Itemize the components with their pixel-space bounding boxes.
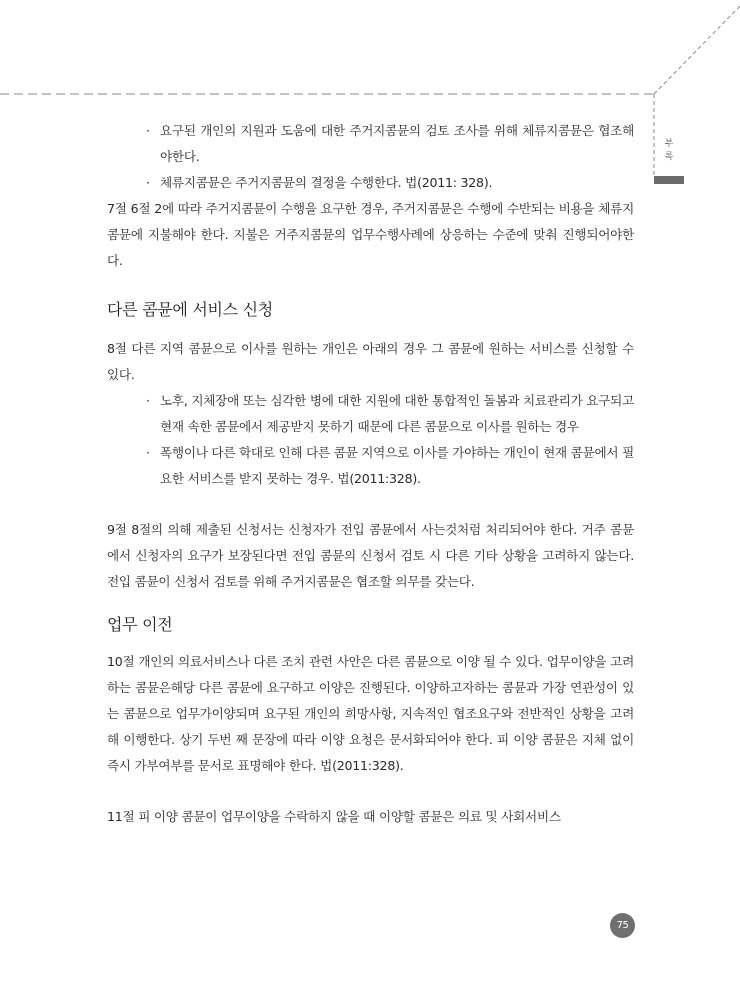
side-tab-label-1: 부 <box>664 139 674 149</box>
page-content <box>107 118 634 830</box>
bullet-mark: · <box>146 445 150 460</box>
bullet-item <box>107 440 634 492</box>
bullet-item <box>107 170 634 196</box>
bullet-item <box>107 118 634 170</box>
bullet-mark: · <box>146 123 150 138</box>
appendix-side-tab <box>659 138 679 164</box>
page-number-badge: 75 <box>610 913 635 938</box>
bullet-item <box>107 388 634 440</box>
bullet-mark: · <box>146 393 150 408</box>
bullet-text: 요구된 개인의 지원과 도움에 대한 주거지콤뮨의 검토 조사를 위해 체류지콤뮨은 협조해야한다. <box>160 123 634 164</box>
paragraph-11: 11절 피 이양 콤뮨이 업무이양을 수락하지 않을 때 이양할 콤뮨은 의료 및 사회서비스 <box>107 809 561 824</box>
bullet-text: 폭행이나 다른 학대로 인해 다른 콤뮨 지역으로 이사를 가야하는 개인이 현재 콤뮨에서 필요한 서비스를 받지 못하는 경우. 법(2011:328). <box>160 445 634 486</box>
section-heading-service-request: 다른 콤뮨에 서비스 신청 <box>107 300 273 319</box>
bullet-text: 체류지콤뮨은 주거지콤뮨의 결정을 수행한다. 법(2011: 328). <box>160 175 493 190</box>
paragraph-7: 7절 6절 2에 따라 주거지콤뮨이 수행을 요구한 경우, 주거지콤뮨은 수행에 수반되는 비용을 체류지콤뮨에 지불해야 한다. 지불은 거주지콤뮨의 업무수행사례에 상응하는 수준에 맞춰 진행되어야한다. <box>107 201 634 268</box>
paragraph-9: 9절 8절의 의해 제출된 신청서는 신청자가 전입 콤뮨에서 사는것처럼 처리되어야 한다. 거주 콤뮨에서 신청자의 요구가 보장된다면 전입 콤뮨의 신청서 검토 시 다른 기타 상황을 고려하지 않는다. 전입 콤뮨이 신청서 검토를 위해 주거지콤뮨은 협조할 의무를 갖는다. <box>107 522 634 589</box>
side-tab-bar <box>654 176 684 184</box>
section-heading-task-transfer: 업무 이전 <box>107 615 173 634</box>
bullet-text: 노후, 지체장애 또는 심각한 병에 대한 지원에 대한 통합적인 돌봄과 치료관리가 요구되고 현재 속한 콤뮨에서 제공받지 못하기 때문에 다른 콤뮨으로 이사를 원하는 경우 <box>160 393 634 434</box>
side-tab-label-2: 록 <box>664 152 674 162</box>
bullet-mark: · <box>146 175 150 190</box>
paragraph-8: 8절 다른 지역 콤뮨으로 이사를 원하는 개인은 아래의 경우 그 콤뮨에 원하는 서비스를 신청할 수 있다. <box>107 341 634 382</box>
paragraph-10: 10절 개인의 의료서비스나 다른 조치 관련 사안은 다른 콤뮨으로 이양 될 수 있다. 업무이양을 고려하는 콤뮨은해당 다른 콤뮨에 요구하고 이양은 진행된다. 이양하고자하는 콤뮨과 가장 연관성이 있는 콤뮨으로 업무가이양되며 요구된 개인의 희망사항, 지속적인 협조요구와 전반적인 상황을 고려해 이행한다. 상기 두번 째 문장에 따라 이양 요청은 문서화되어야 한다. 피 이양 콤뮨은 지체 없이 즉시 가부여부를 문서로 표명해야 한다. 법(2011:328). <box>107 654 634 773</box>
